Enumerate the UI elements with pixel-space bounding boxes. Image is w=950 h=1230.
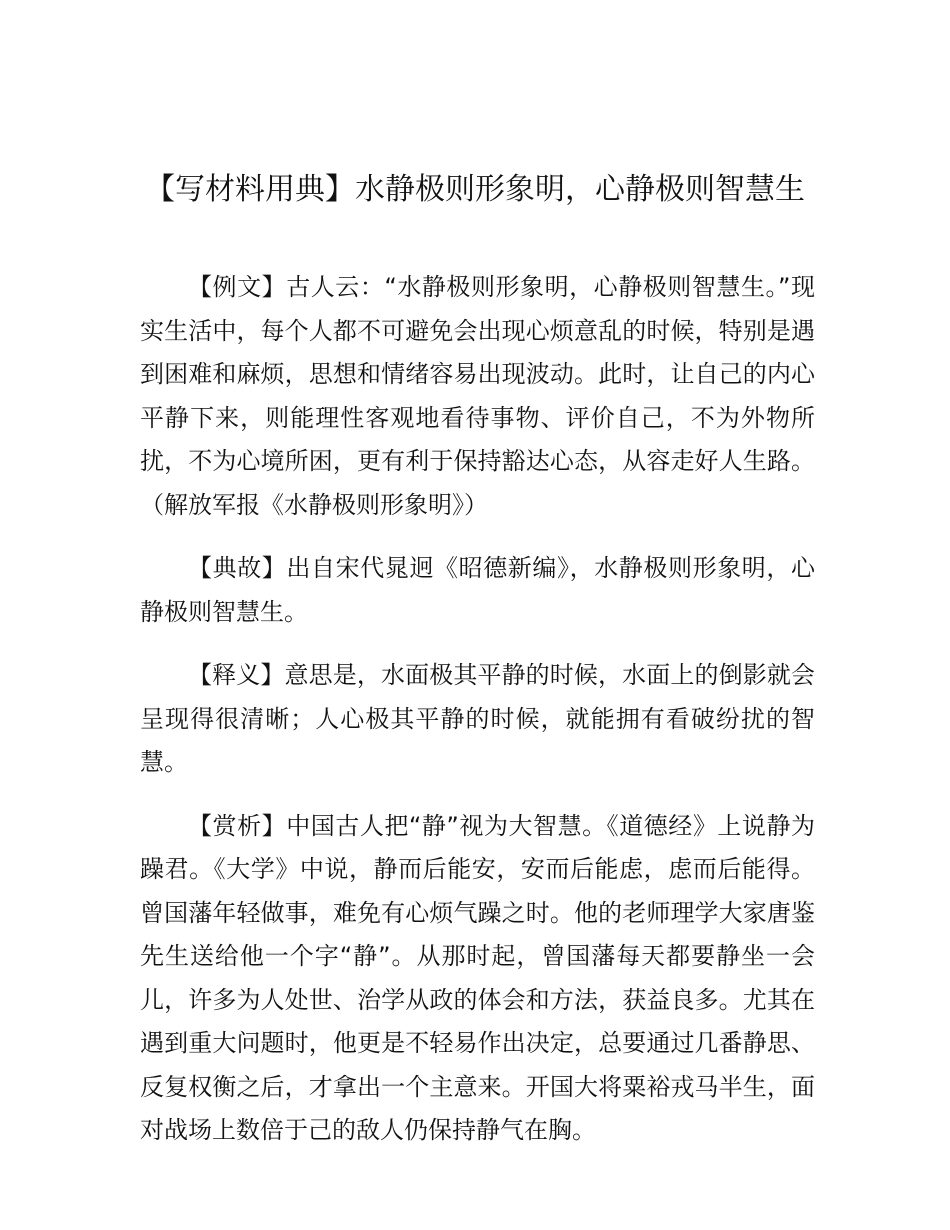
paragraph-tag: 【赏析】 [188, 811, 287, 840]
paragraph-tag: 【释义】 [188, 661, 285, 689]
paragraph-example [140, 266, 815, 527]
paragraph-meaning [140, 654, 815, 785]
document-body [140, 266, 815, 1173]
page-title: 【写材料用典】水静极则形象明，心静极则智慧生 [145, 172, 805, 207]
paragraph-appreciation [140, 805, 815, 1153]
paragraph-text: 中国古人把“静”视为大智慧。《道德经》上说静为躁君。《大学》中说，静而后能安，安而后能虑，虑而后能得。曾国藩年轻做事，难免有心烦气躁之时。他的老师理学大家唐鉴先生送给他一个字“静”。从那时起，曾国藩每天都要静坐一会儿，许多为人处世、治学从政的体会和方法，获益良多。尤其在遇到重大问题时，他更是不轻易作出决定，总要通过几番静思、反复权衡之后，才拿出一个主意来。开国大将粟裕戎马半生，面对战场上数倍于己的敌人仍保持静气在胸。 [140, 811, 816, 1144]
paragraph-tag: 【典故】 [188, 554, 287, 582]
paragraph-text: 出自宋代晁迥《昭德新编》，水静极则形象明，心静极则智慧生。 [140, 554, 816, 626]
paragraph-text: 古人云：“水静极则形象明，心静极则智慧生。”现实生活中，每个人都不可避免会出现心烦意乱的时候，特别是遇到困难和麻烦，思想和情绪容易出现波动。此时，让自己的内心平静下来，则能理性客观地看待事物、评价自己，不为外物所扰，不为心境所困，更有利于保持豁达心态，从容走好人生路。（解放军报《水静极则形象明》） [140, 273, 816, 519]
paragraph-text: 意思是，水面极其平静的时候，水面上的倒影就会呈现得很清晰；人心极其平静的时候，就能拥有看破纷扰的智慧。 [140, 661, 816, 776]
paragraph-tag: 【例文】 [188, 273, 287, 301]
paragraph-allusion [140, 547, 815, 634]
